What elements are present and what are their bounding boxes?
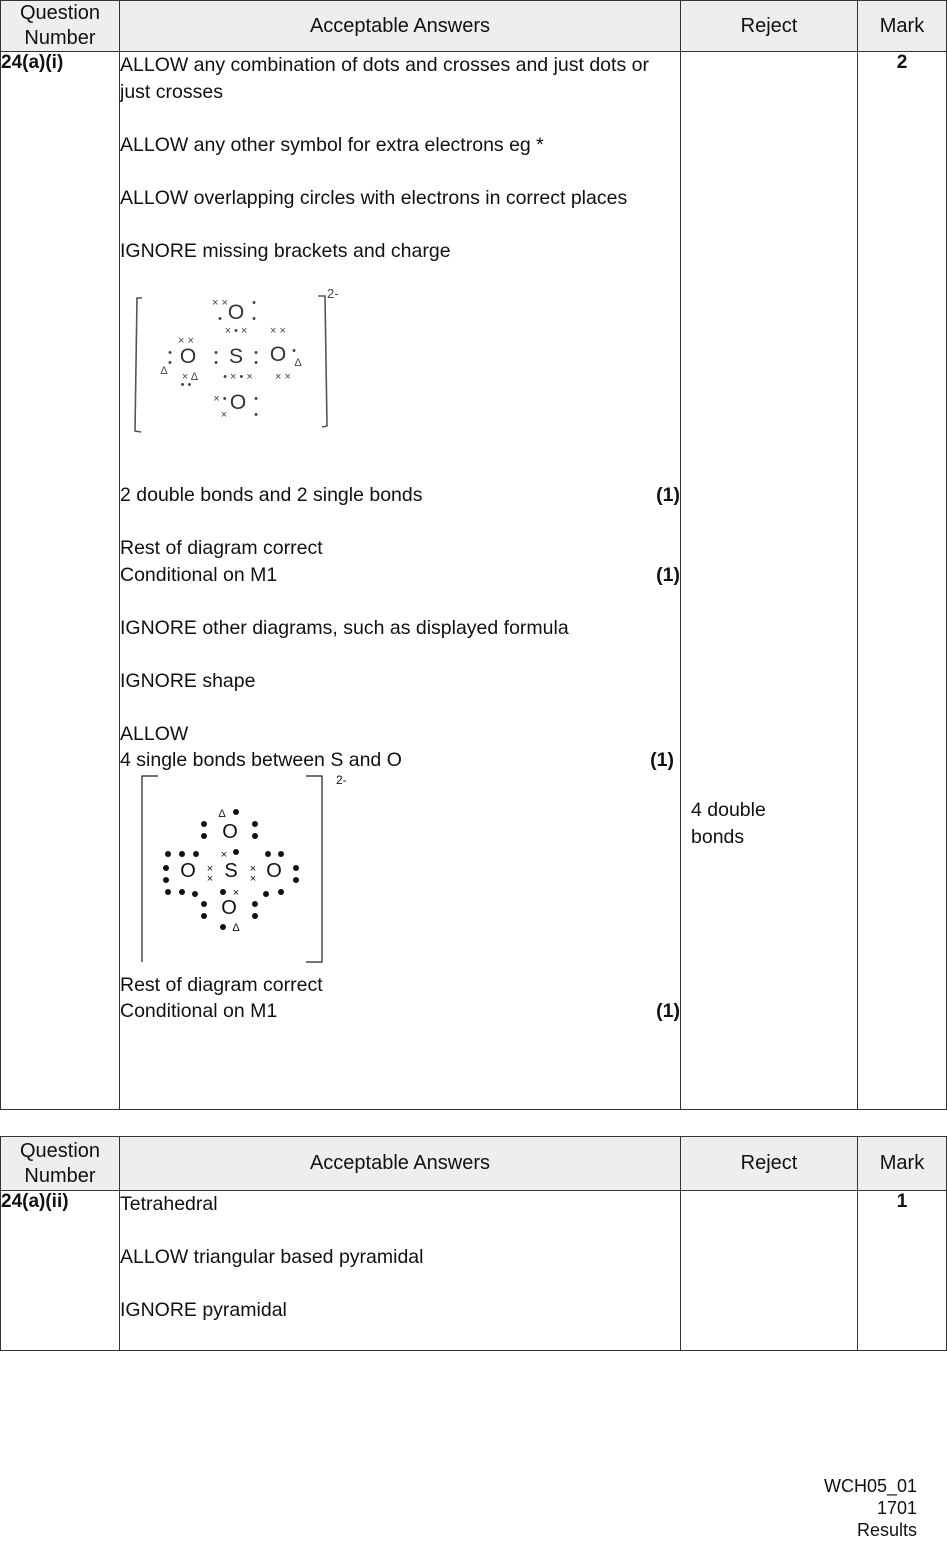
question-number: 24(a)(ii) (1, 1191, 120, 1351)
header-question-number: Question Number (1, 1, 120, 52)
alt-marking-point-1-mark: (1) (650, 749, 674, 771)
svg-text:×: × (220, 848, 228, 861)
diagram2-oxygen-top: O (222, 820, 238, 843)
svg-text:•: • (292, 345, 296, 357)
svg-text:× ×: × × (212, 297, 228, 309)
page-footer (824, 1475, 917, 1541)
svg-text:× Δ: × Δ (181, 371, 199, 383)
header-acceptable-answers: Acceptable Answers (120, 1137, 681, 1191)
answer-ignore-pyramidal: IGNORE pyramidal (120, 1299, 287, 1321)
svg-text:•: • (252, 313, 256, 325)
question-number: 24(a)(i) (1, 52, 120, 1110)
marking-point-1 (120, 482, 680, 509)
diagram1-oxygen-left: O (179, 345, 197, 368)
svg-text:×: × (206, 862, 214, 875)
dot-cross-diagram-double-bonds (128, 276, 368, 456)
svg-text:× • ×: × • × (224, 325, 248, 337)
reject-cell (681, 52, 858, 1110)
diagram1-sulfur: S (228, 345, 244, 368)
answer-ignore-brackets: IGNORE missing brackets and charge (120, 239, 451, 262)
alt-marking-point-2 (120, 998, 680, 1025)
alt-marking-point-2-line2: Conditional on M1 (120, 1000, 278, 1022)
diagram1-oxygen-top: O (227, 301, 245, 324)
svg-text:Δ: Δ (294, 357, 302, 369)
acceptable-answers-cell (120, 52, 681, 1110)
answer-allow-triangular: ALLOW triangular based pyramidal (120, 1246, 424, 1268)
reject-cell (681, 1191, 858, 1351)
marking-point-1-mark: (1) (656, 484, 680, 506)
svg-text:•: • (252, 297, 256, 309)
svg-text:× ×: × × (270, 325, 286, 337)
marking-point-1-text: 2 double bonds and 2 single bonds (120, 484, 423, 506)
header-mark: Mark (858, 1, 947, 52)
svg-text:•: • (168, 357, 172, 369)
diagram2-sulfur: S (224, 859, 238, 882)
reject-text: 4 double bonds (691, 799, 766, 848)
svg-text:×: × (249, 872, 257, 885)
dot-cross-diagram-single-bonds (130, 774, 370, 964)
mark-scheme-table-2 (0, 1136, 947, 1351)
acceptable-answers-cell (120, 1191, 681, 1351)
answer-allow-symbol: ALLOW any other symbol for extra electrons eg * (120, 133, 544, 156)
svg-text:×: × (249, 862, 257, 875)
header-question-number: Question Number (1, 1137, 120, 1191)
answer-tetrahedral: Tetrahedral (120, 1193, 218, 1215)
svg-text:•: • (168, 347, 172, 359)
footer-results: Results (856, 1520, 917, 1540)
svg-text:× ×: × × (275, 371, 291, 383)
header-acceptable-answers: Acceptable Answers (120, 1, 681, 52)
marking-point-2-mark: (1) (656, 563, 680, 586)
answer-ignore-shape: IGNORE shape (120, 669, 256, 692)
svg-text:×: × (206, 872, 214, 885)
diagram1-oxygen-bottom: O (229, 391, 247, 414)
svg-text:Δ: Δ (218, 807, 226, 820)
svg-text:•: • (218, 313, 222, 325)
svg-text:•: • (254, 409, 258, 421)
svg-text:Δ: Δ (160, 365, 168, 377)
diagram2-oxygen-right: O (266, 859, 282, 882)
svg-text:×: × (220, 409, 228, 421)
marking-point-2-line2: Conditional on M1 (120, 563, 278, 586)
svg-text:• × • ×: • × • × (223, 371, 253, 383)
mark-value: 2 (858, 52, 947, 1110)
allow-label: ALLOW (120, 722, 189, 745)
svg-text:•: • (254, 347, 258, 359)
svg-text:Δ: Δ (232, 921, 240, 934)
diagram2-oxygen-bottom: O (221, 896, 237, 919)
marking-point-2-line1: Rest of diagram correct (120, 537, 323, 559)
svg-text:•: • (214, 347, 218, 359)
diagram2-oxygen-left: O (180, 859, 196, 882)
footer-paper-code: WCH05_01 (823, 1476, 917, 1496)
alt-marking-point-1-text: 4 single bonds between S and O (120, 749, 402, 771)
mark-value: 1 (858, 1191, 947, 1351)
svg-text:•: • (254, 357, 258, 369)
answer-ignore-other-diagrams: IGNORE other diagrams, such as displayed formula (120, 616, 569, 639)
alt-marking-point-1 (120, 747, 680, 774)
alt-marking-point-2-line1: Rest of diagram correct (120, 973, 323, 996)
svg-text:×: × (232, 886, 240, 899)
header-reject: Reject (681, 1137, 858, 1191)
alt-marking-point-2-mark: (1) (656, 1000, 680, 1022)
diagram1-oxygen-right: O (269, 343, 287, 366)
header-mark: Mark (858, 1137, 947, 1191)
diagram2-charge: 2- (336, 773, 347, 787)
svg-text:• •: • • (180, 379, 192, 391)
svg-text:× •: × • (213, 393, 227, 405)
answer-allow-overlapping: ALLOW overlapping circles with electrons in correct places (120, 186, 628, 209)
marking-point-2 (120, 562, 680, 589)
svg-text:•: • (254, 393, 258, 405)
header-reject: Reject (681, 1, 858, 52)
answer-allow-combination: ALLOW any combination of dots and crosses and just dots or just crosses (120, 54, 649, 103)
svg-text:•: • (214, 357, 218, 369)
svg-text:× ×: × × (178, 335, 194, 347)
diagram1-charge: 2- (327, 286, 339, 301)
footer-session: 1701 (876, 1498, 917, 1518)
